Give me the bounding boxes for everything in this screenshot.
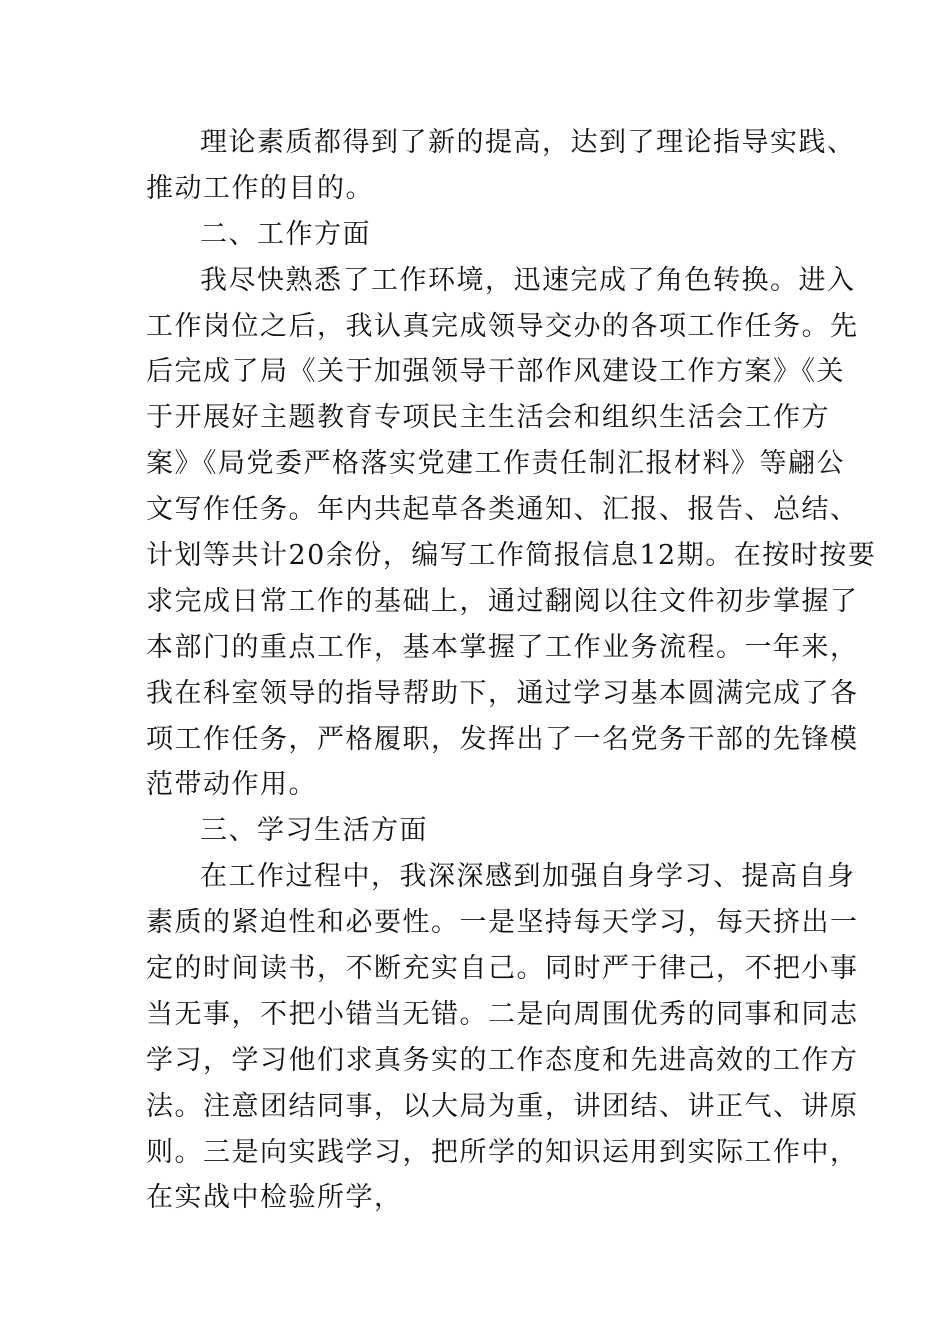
paragraph-line: 法。注意团结同事，以大局为重，讲团结、讲正气、讲原: [146, 1090, 859, 1122]
paragraph-line: 后完成了局《关于加强领导干部作风建设工作方案》《关: [146, 356, 845, 388]
paragraph-line: 在实战中检验所学，: [146, 1182, 403, 1214]
paragraph-line: 我在科室领导的指导帮助下，通过学习基本圆满完成了各: [146, 677, 859, 709]
paragraph-line: 工作岗位之后，我认真完成领导交办的各项工作任务。先: [146, 310, 859, 342]
paragraph-line: 范带动作用。: [146, 769, 317, 801]
paragraph-line: 文写作任务。年内共起草各类通知、汇报、报告、总结、: [146, 494, 859, 526]
paragraph-line: 学习，学习他们求真务实的工作态度和先进高效的工作方: [146, 1044, 859, 1076]
paragraph-line: 求完成日常工作的基础上，通过翻阅以往文件初步掌握了: [146, 585, 859, 617]
section-heading: 三、学习生活方面: [200, 815, 428, 847]
paragraph-line: 在工作过程中，我深深感到加强自身学习、提高自身: [200, 861, 856, 893]
paragraph-line: 当无事，不把小错当无错。二是向周围优秀的同事和同志: [146, 998, 859, 1030]
paragraph-line: 我尽快熟悉了工作环境，迅速完成了角色转换。进入: [200, 264, 856, 296]
paragraph-line: 于开展好主题教育专项民主生活会和组织生活会工作方: [146, 402, 830, 434]
section-heading: 二、工作方面: [200, 218, 371, 250]
paragraph-line: 案》《局党委严格落实党建工作责任制汇报材料》等翩公: [146, 448, 845, 480]
paragraph-line: 计划等共计20余份，编写工作简报信息12期。在按时按要: [146, 540, 877, 572]
paragraph-line: 素质的紧迫性和必要性。一是坚持每天学习，每天挤出一: [146, 907, 859, 939]
document-body: [146, 120, 877, 1221]
paragraph-line: 理论素质都得到了新的提高，达到了理论指导实践、: [200, 127, 856, 158]
paragraph-line: 项工作任务，严格履职，发挥出了一名党务干部的先锋模: [146, 723, 859, 755]
paragraph-line: 本部门的重点工作，基本掌握了工作业务流程。一年来，: [146, 631, 859, 663]
paragraph-line: 推动工作的目的。: [146, 172, 374, 204]
paragraph-line: 则。三是向实践学习，把所学的知识运用到实际工作中，: [146, 1136, 859, 1168]
paragraph-line: 定的时间读书，不断充实自己。同时严于律己，不把小事: [146, 953, 859, 985]
